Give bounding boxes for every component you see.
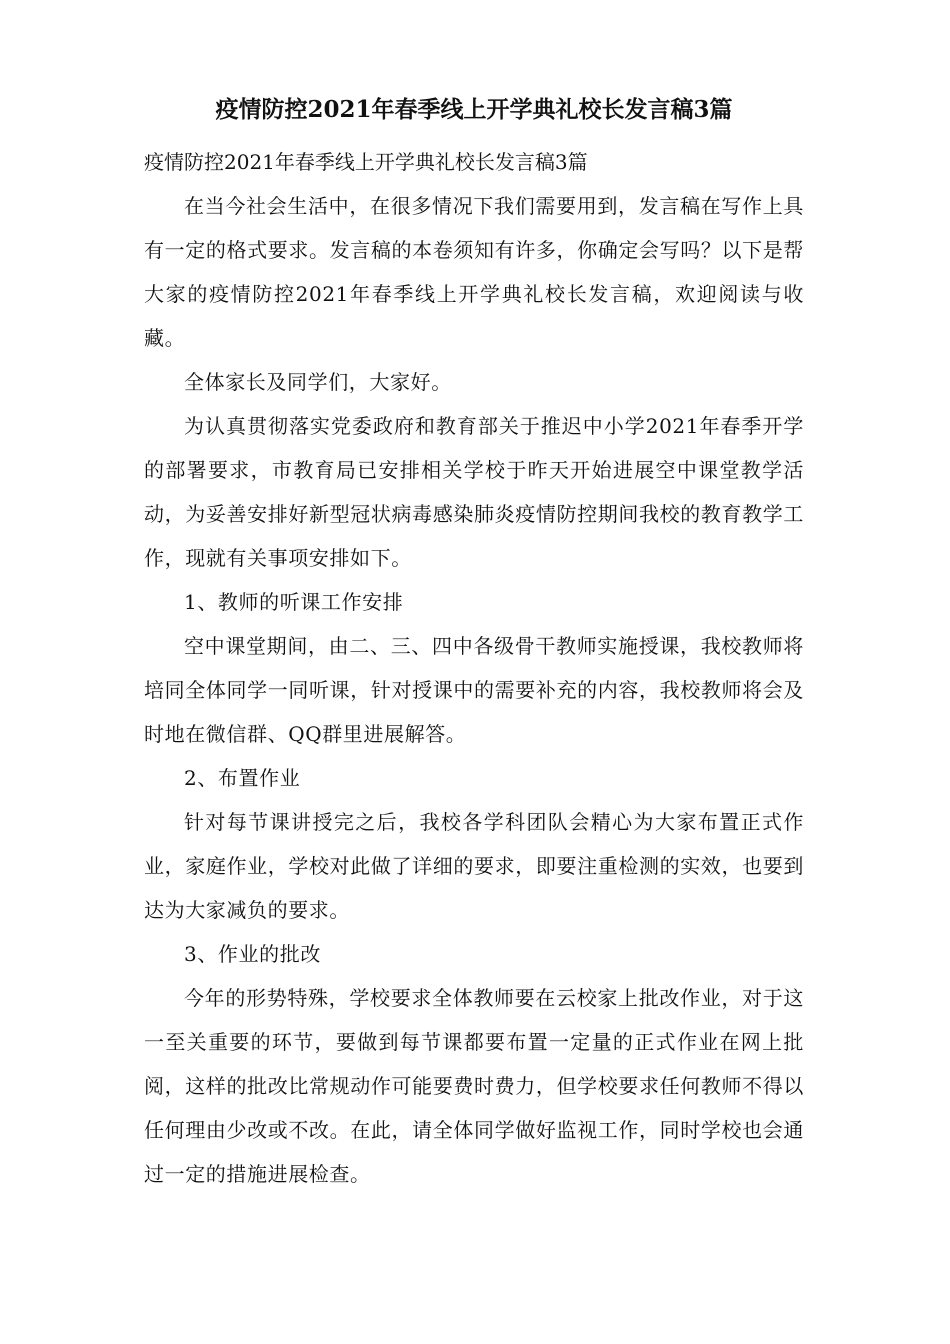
intro-paragraph: 在当今社会生活中，在很多情况下我们需要用到，发言稿在写作上具有一定的格式要求。发言稿的本卷须知有许多，你确定会写吗？以下是帮大家的疫情防控2021年春季线上开学典礼校长发言稿，欢迎阅读与收藏。 xyxy=(144,194,804,350)
document-page xyxy=(144,88,804,1196)
section-body-2: 针对每节课讲授完之后，我校各学科团队会精心为大家布置正式作业，家庭作业，学校对此做了详细的要求，即要注重检测的实效，也要到达为大家减负的要求。 xyxy=(144,810,804,922)
section-body-3: 今年的形势特殊，学校要求全体教师要在云校家上批改作业，对于这一至关重要的环节，要做到每节课都要布置一定量的正式作业在网上批阅，这样的批改比常规动作可能要费时费力，但学校要求任何教师不得以任何理由少改或不改。在此，请全体同学做好监视工作，同时学校也会通过一定的措施进展检查。 xyxy=(144,986,804,1186)
section-body-1: 空中课堂期间，由二、三、四中各级骨干教师实施授课，我校教师将培同全体同学一同听课，针对授课中的需要补充的内容，我校教师将会及时地在微信群、QQ群里进展解答。 xyxy=(144,634,804,746)
document-title: 疫情防控2021年春季线上开学典礼校长发言稿3篇 xyxy=(215,96,733,123)
section-heading-2: 2、布置作业 xyxy=(184,766,301,790)
context-paragraph: 为认真贯彻落实党委政府和教育部关于推迟中小学2021年春季开学的部署要求，市教育局已安排相关学校于昨天开始进展空中课堂教学活动，为妥善安排好新型冠状病毒感染肺炎疫情防控期间我校的教育教学工作，现就有关事项安排如下。 xyxy=(144,414,804,570)
document-subtitle: 疫情防控2021年春季线上开学典礼校长发言稿3篇 xyxy=(144,150,588,174)
section-heading-3: 3、作业的批改 xyxy=(184,942,321,966)
section-heading-1: 1、教师的听课工作安排 xyxy=(184,590,404,614)
greeting-paragraph: 全体家长及同学们，大家好。 xyxy=(184,370,452,394)
